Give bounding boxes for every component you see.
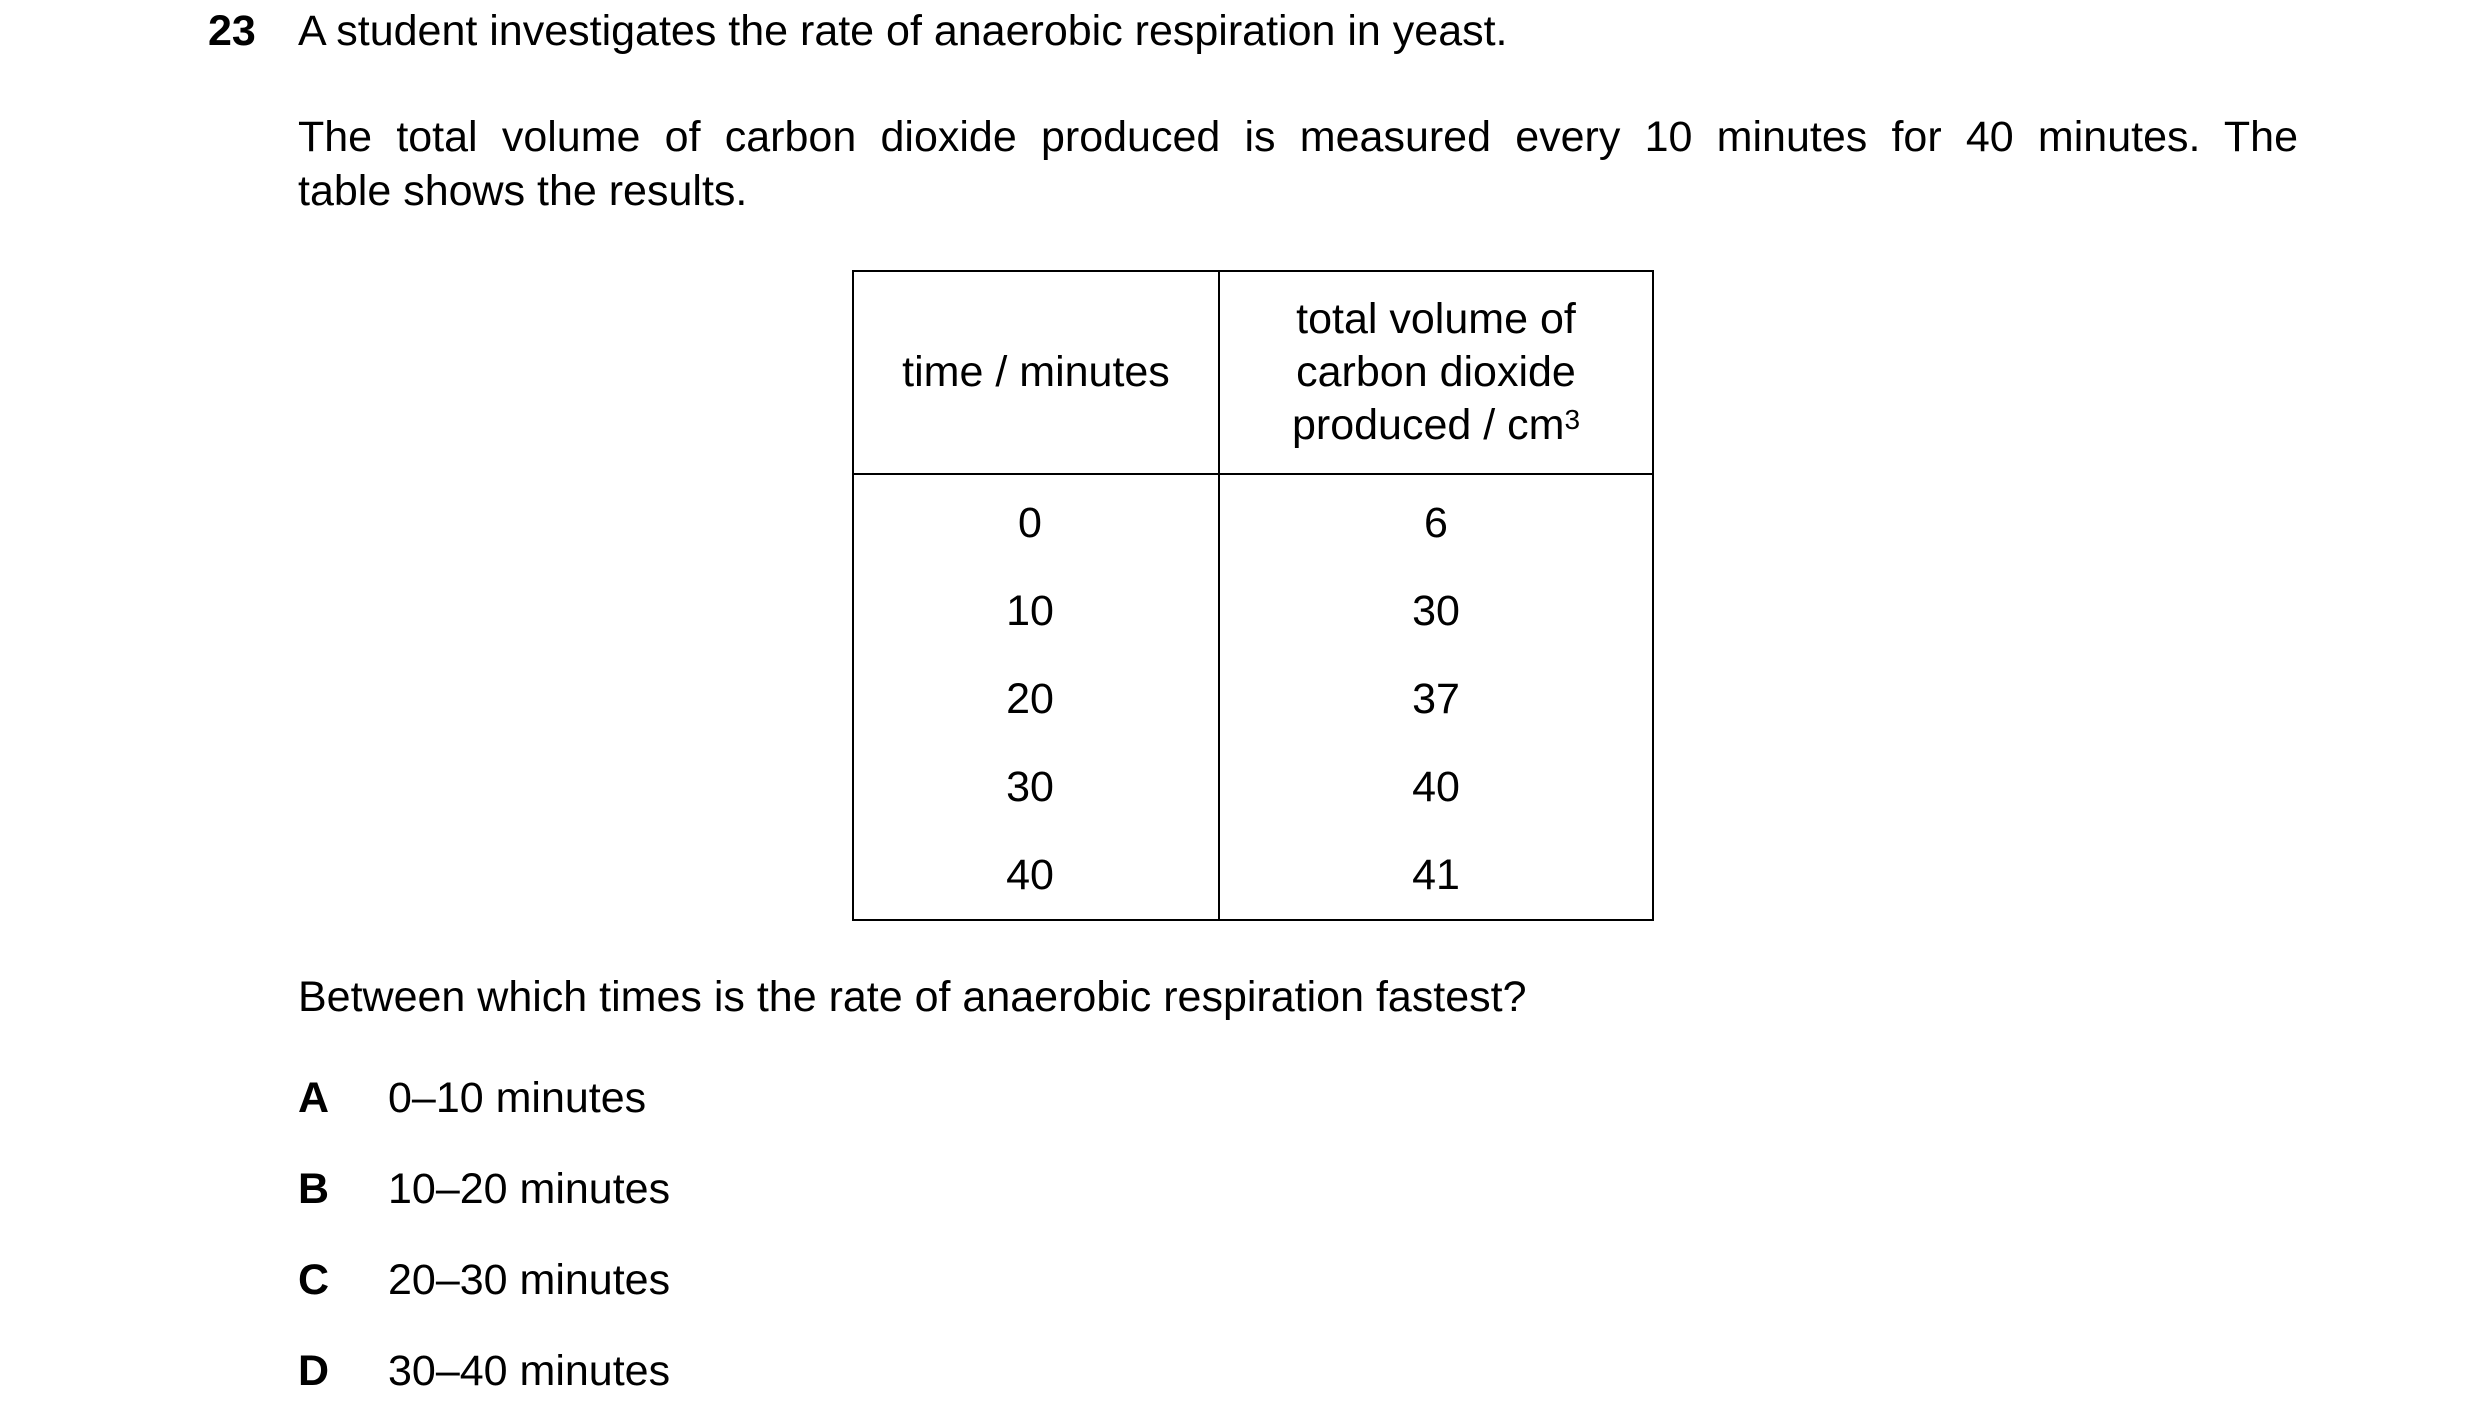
cell-volume bbox=[1219, 743, 1653, 831]
table-row bbox=[853, 743, 1653, 831]
cell-volume bbox=[1219, 567, 1653, 655]
results-table bbox=[852, 270, 1654, 921]
answer-option-a[interactable] bbox=[298, 1071, 646, 1125]
table-row bbox=[853, 655, 1653, 743]
paragraph-line-1: The total volume of carbon dioxide produced is measured every 10 minutes for 40 minutes. The bbox=[298, 113, 2298, 161]
cell-volume-value: 6 bbox=[1424, 499, 1448, 547]
header-volume bbox=[1219, 271, 1653, 474]
answer-option-d[interactable] bbox=[298, 1344, 670, 1398]
table-row bbox=[853, 831, 1653, 920]
cell-time-value: 30 bbox=[1006, 763, 1054, 811]
cell-time-value: 10 bbox=[1006, 587, 1054, 635]
header-volume-line-2: carbon dioxide bbox=[1296, 348, 1576, 396]
option-text: 30–40 minutes bbox=[388, 1347, 671, 1395]
cell-volume-value: 41 bbox=[1412, 851, 1460, 899]
cell-volume bbox=[1219, 831, 1653, 920]
question-number: 23 bbox=[208, 7, 256, 55]
cell-volume-value: 40 bbox=[1412, 763, 1460, 811]
cell-time bbox=[853, 655, 1219, 743]
cell-volume-value: 37 bbox=[1412, 675, 1460, 723]
header-time: time / minutes bbox=[853, 271, 1219, 474]
cell-time bbox=[853, 474, 1219, 567]
table-row bbox=[853, 567, 1653, 655]
option-text: 20–30 minutes bbox=[388, 1256, 671, 1304]
question-prompt: Between which times is the rate of anaerobic respiration fastest? bbox=[298, 973, 1527, 1021]
cell-volume bbox=[1219, 655, 1653, 743]
question-stem: A student investigates the rate of anaerobic respiration in yeast. bbox=[298, 7, 1508, 55]
cell-volume bbox=[1219, 474, 1653, 567]
cell-volume-value: 30 bbox=[1412, 587, 1460, 635]
option-letter: A bbox=[298, 1074, 330, 1122]
answer-option-b[interactable] bbox=[298, 1162, 670, 1216]
option-text: 10–20 minutes bbox=[388, 1165, 671, 1213]
header-volume-line-3: produced / cm bbox=[1291, 401, 1565, 449]
option-text: 0–10 minutes bbox=[388, 1074, 647, 1122]
cell-time bbox=[853, 567, 1219, 655]
paragraph-line-2: table shows the results. bbox=[298, 167, 748, 215]
cell-time-value: 20 bbox=[1006, 675, 1054, 723]
cell-time-value: 0 bbox=[1018, 499, 1042, 547]
option-letter: D bbox=[298, 1347, 330, 1395]
option-letter: C bbox=[298, 1256, 330, 1304]
header-volume-line-1: total volume of bbox=[1296, 295, 1576, 343]
answer-option-c[interactable] bbox=[298, 1253, 670, 1307]
header-volume-superscript: 3 bbox=[1564, 404, 1581, 435]
table-header-row bbox=[853, 271, 1653, 474]
table-row bbox=[853, 474, 1653, 567]
cell-time bbox=[853, 743, 1219, 831]
cell-time-value: 40 bbox=[1006, 851, 1054, 899]
question-paragraph bbox=[298, 110, 2298, 218]
option-letter: B bbox=[298, 1165, 330, 1213]
cell-time bbox=[853, 831, 1219, 920]
